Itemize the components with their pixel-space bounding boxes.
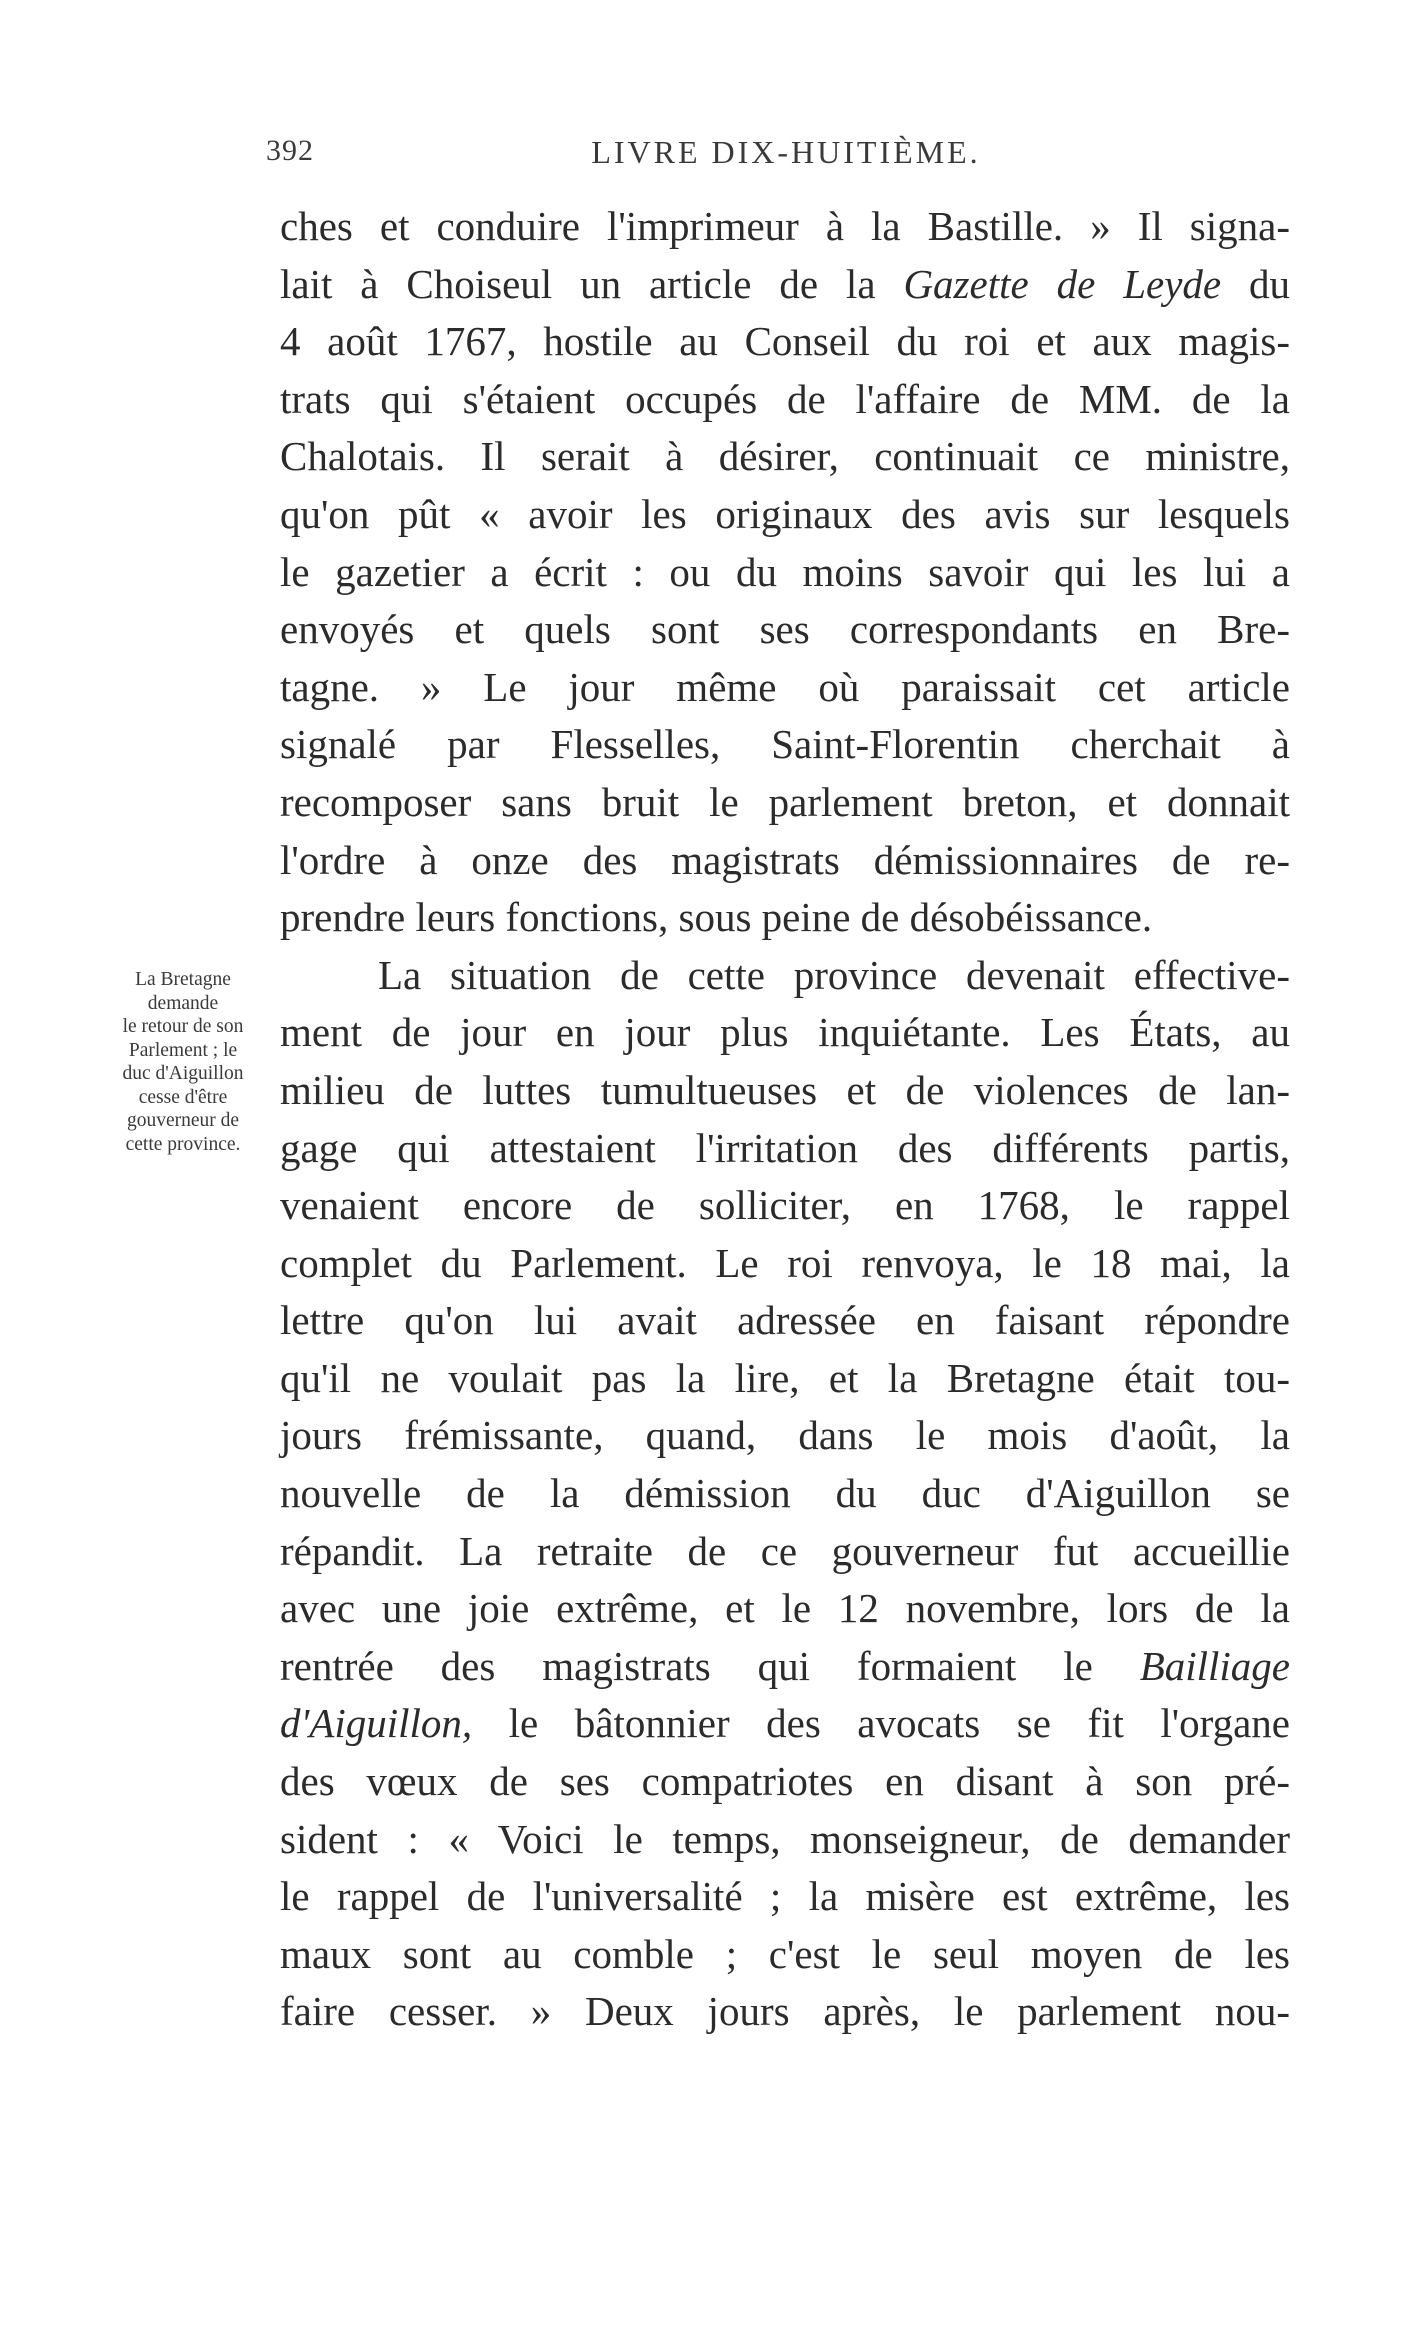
- text-line: [280, 256, 1290, 314]
- paragraph-first-line: La situation de cette province devenait effective-: [378, 951, 1290, 998]
- text-line: répandit. La retraite de ce gouverneur fut accueillie: [280, 1527, 1290, 1574]
- text-segment: du: [1221, 260, 1291, 307]
- text-line: avec une joie extrême, et le 12 novembre, lors de la: [280, 1585, 1290, 1632]
- text-line: jours frémissante, quand, dans le mois d'août, la: [280, 1412, 1290, 1459]
- text-line: lettre qu'on lui avait adressée en faisant répondre: [280, 1297, 1290, 1344]
- text-line: signalé par Flesselles, Saint-Florentin cherchait à: [280, 721, 1290, 768]
- text-line: gage qui attestaient l'irritation des différents partis,: [280, 1124, 1290, 1171]
- text-line: maux sont au comble ; c'est le seul moyen de les: [280, 1930, 1290, 1977]
- text-line: qu'on pût « avoir les originaux des avis sur lesquels: [280, 490, 1290, 537]
- margin-note-line: cette province.: [125, 1133, 241, 1155]
- text-line: l'ordre à onze des magistrats démissionnaires de re-: [280, 836, 1290, 883]
- text-line: sident : « Voici le temps, monseigneur, de demander: [280, 1815, 1290, 1862]
- text-line: le rappel de l'universalité ; la misère est extrême, les: [280, 1873, 1290, 1920]
- text-line: Chalotais. Il serait à désirer, continuait ce ministre,: [280, 433, 1290, 480]
- body-text: [280, 198, 1290, 2041]
- text-segment: rentrée des magistrats qui formaient le: [280, 1642, 1140, 1689]
- italic-title-gazette: Gazette de Leyde: [903, 260, 1222, 307]
- margin-note-line: cesse d'être: [138, 1086, 228, 1108]
- text-line: milieu de luttes tumultueuses et de violences de lan-: [280, 1066, 1290, 1113]
- text-line: des vœux de ses compatriotes en disant à son pré-: [280, 1758, 1290, 1805]
- text-segment: le bâtonnier des avocats se fit l'organe: [472, 1700, 1290, 1747]
- margin-note-line: duc d'Aiguillon: [122, 1063, 244, 1084]
- text-line: le gazetier a écrit : ou du moins savoir qui les lui a: [280, 548, 1290, 595]
- text-line: [280, 1638, 1290, 1696]
- italic-term-aiguillon: d'Aiguillon,: [280, 1700, 473, 1747]
- text-line: recomposer sans bruit le parlement breton, et donnait: [280, 778, 1290, 825]
- text-line: tagne. » Le jour même où paraissait cet article: [280, 663, 1290, 710]
- text-line: qu'il ne voulait pas la lire, et la Bretagne était tou-: [280, 1354, 1290, 1401]
- margin-note-line: gouverneur de: [126, 1110, 240, 1131]
- text-line: envoyés et quels sont ses correspondants en Bre-: [280, 606, 1290, 653]
- text-segment: lait à Choiseul un article de la: [280, 260, 904, 307]
- text-line: complet du Parlement. Le roi renvoya, le 18 mai, la: [280, 1239, 1290, 1286]
- page-number: 392: [266, 134, 314, 167]
- italic-term-bailliage: Bailliage: [1139, 1642, 1290, 1689]
- margin-note-line: La Bretagne: [135, 969, 231, 990]
- text-line: 4 août 1767, hostile au Conseil du roi et aux magis-: [280, 318, 1290, 365]
- margin-note-line: Parlement ; le: [128, 1039, 238, 1061]
- margin-note-line: demande: [147, 992, 219, 1014]
- text-line: faire cesser. » Deux jours après, le parlement nou-: [280, 1988, 1290, 2035]
- text-line: ches et conduire l'imprimeur à la Bastille. » Il signa-: [280, 203, 1290, 249]
- text-line: ment de jour en jour plus inquiétante. Les États, au: [280, 1009, 1290, 1056]
- text-line: prendre leurs fonctions, sous peine de désobéissance.: [280, 894, 1153, 941]
- text-line: [280, 1695, 1290, 1753]
- running-head: [266, 134, 1306, 174]
- text-line: venaient encore de solliciter, en 1768, le rappel: [280, 1182, 1290, 1229]
- margin-note-line: le retour de son: [122, 1016, 244, 1037]
- text-line: nouvelle de la démission du duc d'Aiguillon se: [280, 1470, 1290, 1517]
- margin-note: [96, 968, 270, 1156]
- text-line: trats qui s'étaient occupés de l'affaire de MM. de la: [280, 375, 1290, 422]
- running-title: LIVRE DIX-HUITIÈME.: [591, 134, 981, 170]
